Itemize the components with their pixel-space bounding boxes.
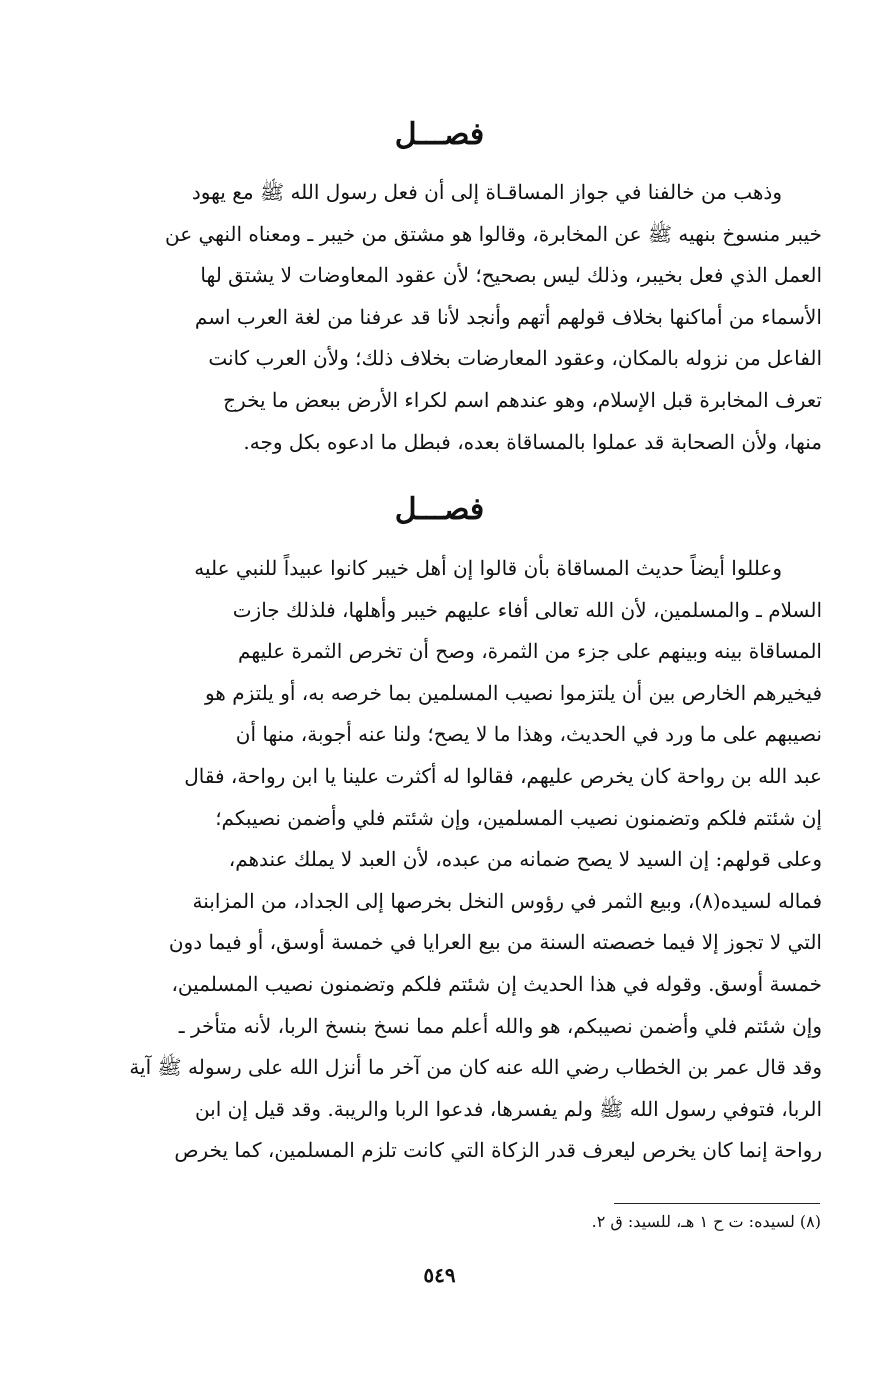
text-line: تعرف المخابرة قبل الإسلام، وهو عندهم اسم لكراء الأرض ببعض ما يخرج — [223, 387, 822, 412]
text-line: وقد قال عمر بن الخطاب رضي الله عنه كان من آخر ما أنزل الله على رسوله ﷺ آية — [129, 1055, 822, 1080]
text-line: وذهب من خالفنا في جواز المساقـاة إلى أن فعل رسول الله ﷺ مع يهود — [191, 180, 782, 204]
text-line: عبد الله بن رواحة كان يخرص عليهم، فقالوا له أكثرت علينا يا ابن رواحة، فقال — [184, 763, 822, 788]
text-line: الفاعل من نزوله بالمكان، وعقود المعارضات بخلاف ذلك؛ ولأن العرب كانت — [208, 346, 822, 371]
page-number: ٥٤٩ — [423, 1263, 456, 1287]
text-line: خيبر منسوخ بنهيه ﷺ عن المخابرة، وقالوا هو مشتق من خيبر ـ ومعناه النهي عن — [164, 221, 822, 246]
text-line: فماله لسيده(٨)، وبيع الثمر في رؤوس النخل بخرصها إلى الجداد، من المزابنة — [192, 888, 822, 913]
text-line: نصيبهم على ما ورد في الحديث، وهذا ما لا يصح؛ ولنا عنه أجوبة، منها أن — [235, 722, 822, 747]
section-heading-1: فصـــل — [394, 117, 485, 152]
text-line: وعلى قولهم: إن السيد لا يصح ضمانه من عبده، لأن العبد لا يملك عندهم، — [228, 847, 822, 872]
footnote: (٨) لسيده: ت ح ١ هـ، للسيد: ق ٢. — [591, 1212, 821, 1231]
text-line: التي لا تجوز إلا فيما خصصته السنة من بيع العرايا في خمسة أوسق، أو فيما دون — [168, 930, 822, 955]
text-line: وإن شئتم فلي وأضمن نصيبكم، هو والله أعلم مما نسخ بنسخ الربا، لأنه متأخر ـ — [178, 1013, 822, 1038]
section-heading-2: فصـــل — [394, 492, 485, 527]
text-line: إن شئتم فلكم وتضمنون نصيب المسلمين، وإن شئتم فلي وأضمن نصيبكم؛ — [215, 805, 822, 830]
text-line: السلام ـ والمسلمين، لأن الله تعالى أفاء عليهم خيبر وأهلها، فلذلك جازت — [232, 597, 822, 622]
text-line: العمل الذي فعل بخيبر، وذلك ليس بصحيح؛ لأن عقود المعاوضات لا يشتق لها — [200, 263, 822, 288]
text-line: الأسماء من أماكنها بخلاف قولهم أتهم وأنجد لأنا قد عرفنا من لغة العرب اسم — [194, 304, 822, 329]
text-line: خمسة أوسق. وقوله في هذا الحديث إن شئتم فلكم وتضمنون نصيب المسلمين، — [171, 971, 822, 996]
text-line: الربا، فتوفي رسول الله ﷺ ولم يفسرها، فدعوا الربا والريبة. وقد قيل إن ابن — [194, 1096, 822, 1121]
text-line: وعللوا أيضاً حديث المساقاة بأن قالوا إن أهل خيبر كانوا عبيداً للنبي عليه — [194, 556, 782, 580]
section-2-paragraph — [100, 548, 822, 1172]
text-line: المساقاة بينه وبينهم على جزء من الثمرة، وصح أن تخرص الثمرة عليهم — [238, 639, 822, 664]
text-line: منها، ولأن الصحابة قد عملوا بالمساقاة بعده، فبطل ما ادعوه بكل وجه. — [243, 429, 822, 454]
section-1-paragraph — [100, 172, 822, 463]
text-line: رواحة إنما كان يخرص ليعرف قدر الزكاة التي كانت تلزم المسلمين، كما يخرص — [174, 1138, 822, 1163]
footnote-divider — [614, 1203, 820, 1204]
text-line: فيخيرهم الخارص بين أن يلتزموا نصيب المسلمين بما خرصه به، أو يلتزم هو — [204, 680, 822, 705]
